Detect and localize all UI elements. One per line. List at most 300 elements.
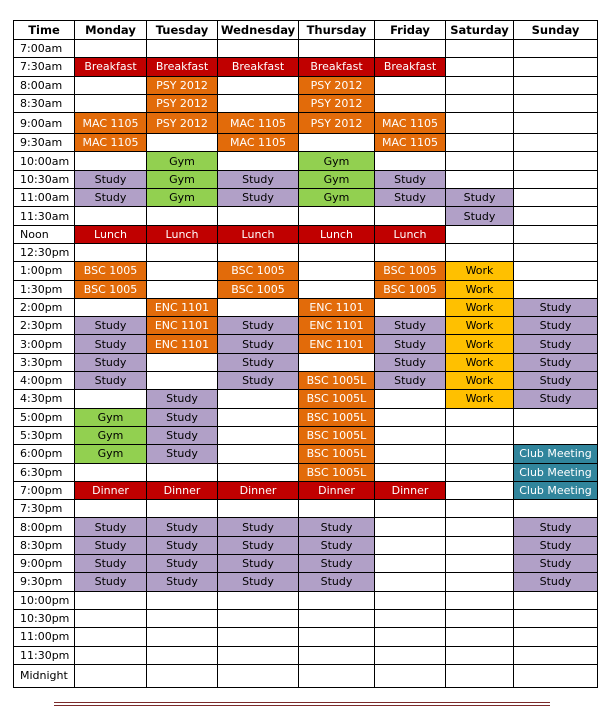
wednesday-event-cell: Study: [218, 353, 299, 371]
tuesday-event-cell: ENC 1101: [147, 298, 218, 316]
table-row: [14, 262, 598, 280]
saturday-empty-cell: [446, 170, 514, 188]
sunday-event-cell: Study: [514, 372, 598, 390]
header-row: [14, 21, 598, 40]
time-slot-label: 5:30pm: [14, 426, 75, 444]
sunday-event-cell: Study: [514, 390, 598, 408]
wednesday-empty-cell: [218, 500, 299, 518]
friday-empty-cell: [375, 40, 446, 58]
thursday-event-cell: Gym: [299, 152, 375, 170]
friday-empty-cell: [375, 609, 446, 627]
thursday-event-cell: BSC 1005L: [299, 408, 375, 426]
table-row: [14, 40, 598, 58]
tuesday-empty-cell: [147, 243, 218, 261]
thursday-event-cell: PSY 2012: [299, 94, 375, 112]
table-row: [14, 298, 598, 316]
sunday-event-cell: Study: [514, 518, 598, 536]
wednesday-empty-cell: [218, 40, 299, 58]
tuesday-empty-cell: [147, 134, 218, 152]
saturday-event-cell: Study: [446, 207, 514, 225]
time-slot-label: 2:30pm: [14, 317, 75, 335]
friday-empty-cell: [375, 500, 446, 518]
time-slot-label: 4:00pm: [14, 372, 75, 390]
footer-rule-bottom: [54, 705, 550, 706]
time-slot-label: 4:30pm: [14, 390, 75, 408]
thursday-event-cell: Gym: [299, 189, 375, 207]
saturday-empty-cell: [446, 518, 514, 536]
tuesday-event-cell: Study: [147, 536, 218, 554]
friday-event-cell: Study: [375, 317, 446, 335]
thursday-empty-cell: [299, 243, 375, 261]
time-slot-label: 8:30am: [14, 94, 75, 112]
thursday-event-cell: Study: [299, 518, 375, 536]
monday-empty-cell: [75, 609, 147, 627]
time-slot-label: 12:30pm: [14, 243, 75, 261]
thursday-event-cell: BSC 1005L: [299, 372, 375, 390]
sunday-empty-cell: [514, 134, 598, 152]
table-row: [14, 189, 598, 207]
tuesday-event-cell: PSY 2012: [147, 94, 218, 112]
wednesday-event-cell: Study: [218, 573, 299, 591]
sunday-empty-cell: [514, 243, 598, 261]
friday-event-cell: Study: [375, 335, 446, 353]
wednesday-empty-cell: [218, 463, 299, 481]
header-saturday: Saturday: [446, 21, 514, 40]
time-slot-label: 10:30am: [14, 170, 75, 188]
wednesday-event-cell: BSC 1005: [218, 280, 299, 298]
tuesday-empty-cell: [147, 628, 218, 646]
wednesday-empty-cell: [218, 207, 299, 225]
monday-event-cell: Study: [75, 573, 147, 591]
thursday-empty-cell: [299, 628, 375, 646]
tuesday-event-cell: Gym: [147, 189, 218, 207]
sunday-empty-cell: [514, 170, 598, 188]
friday-event-cell: Study: [375, 189, 446, 207]
time-slot-label: 6:30pm: [14, 463, 75, 481]
monday-empty-cell: [75, 94, 147, 112]
sunday-event-cell: Study: [514, 335, 598, 353]
monday-event-cell: Study: [75, 335, 147, 353]
friday-empty-cell: [375, 463, 446, 481]
saturday-empty-cell: [446, 463, 514, 481]
saturday-empty-cell: [446, 58, 514, 76]
tuesday-event-cell: Study: [147, 390, 218, 408]
table-row: [14, 353, 598, 371]
tuesday-event-cell: PSY 2012: [147, 113, 218, 134]
thursday-event-cell: Gym: [299, 170, 375, 188]
monday-empty-cell: [75, 664, 147, 687]
table-row: [14, 94, 598, 112]
time-slot-label: 10:00am: [14, 152, 75, 170]
header-time: Time: [14, 21, 75, 40]
saturday-empty-cell: [446, 408, 514, 426]
monday-empty-cell: [75, 76, 147, 94]
tuesday-empty-cell: [147, 500, 218, 518]
thursday-empty-cell: [299, 280, 375, 298]
table-row: [14, 152, 598, 170]
thursday-event-cell: Breakfast: [299, 58, 375, 76]
time-slot-label: 3:00pm: [14, 335, 75, 353]
time-slot-label: Midnight: [14, 664, 75, 687]
friday-empty-cell: [375, 408, 446, 426]
wednesday-empty-cell: [218, 646, 299, 664]
saturday-empty-cell: [446, 628, 514, 646]
wednesday-event-cell: Study: [218, 189, 299, 207]
table-row: [14, 134, 598, 152]
time-slot-label: 9:30pm: [14, 573, 75, 591]
monday-empty-cell: [75, 500, 147, 518]
thursday-empty-cell: [299, 207, 375, 225]
thursday-empty-cell: [299, 664, 375, 687]
time-slot-label: 8:00pm: [14, 518, 75, 536]
friday-empty-cell: [375, 426, 446, 444]
header-tuesday: Tuesday: [147, 21, 218, 40]
tuesday-empty-cell: [147, 353, 218, 371]
table-row: [14, 170, 598, 188]
friday-event-cell: BSC 1005: [375, 280, 446, 298]
wednesday-event-cell: Study: [218, 317, 299, 335]
sunday-empty-cell: [514, 262, 598, 280]
wednesday-empty-cell: [218, 243, 299, 261]
time-slot-label: 6:00pm: [14, 445, 75, 463]
tuesday-event-cell: PSY 2012: [147, 76, 218, 94]
header-sunday: Sunday: [514, 21, 598, 40]
tuesday-empty-cell: [147, 262, 218, 280]
tuesday-event-cell: Dinner: [147, 481, 218, 499]
friday-empty-cell: [375, 628, 446, 646]
saturday-event-cell: Work: [446, 372, 514, 390]
table-row: [14, 426, 598, 444]
time-slot-label: 1:30pm: [14, 280, 75, 298]
monday-event-cell: Lunch: [75, 225, 147, 243]
tuesday-empty-cell: [147, 280, 218, 298]
table-row: [14, 573, 598, 591]
thursday-empty-cell: [299, 500, 375, 518]
monday-event-cell: Study: [75, 555, 147, 573]
table-row: [14, 536, 598, 554]
saturday-event-cell: Work: [446, 262, 514, 280]
time-slot-label: 5:00pm: [14, 408, 75, 426]
tuesday-event-cell: Study: [147, 518, 218, 536]
sunday-empty-cell: [514, 189, 598, 207]
friday-empty-cell: [375, 518, 446, 536]
time-slot-label: 11:30am: [14, 207, 75, 225]
table-row: [14, 628, 598, 646]
sunday-empty-cell: [514, 58, 598, 76]
friday-empty-cell: [375, 555, 446, 573]
table-row: [14, 555, 598, 573]
sunday-event-cell: Study: [514, 555, 598, 573]
saturday-event-cell: Work: [446, 280, 514, 298]
wednesday-empty-cell: [218, 76, 299, 94]
wednesday-empty-cell: [218, 390, 299, 408]
sunday-event-cell: Study: [514, 317, 598, 335]
sunday-empty-cell: [514, 280, 598, 298]
saturday-empty-cell: [446, 134, 514, 152]
table-row: [14, 664, 598, 687]
wednesday-event-cell: Study: [218, 555, 299, 573]
time-slot-label: 10:30pm: [14, 609, 75, 627]
tuesday-event-cell: Study: [147, 408, 218, 426]
saturday-empty-cell: [446, 243, 514, 261]
friday-event-cell: Study: [375, 372, 446, 390]
monday-empty-cell: [75, 152, 147, 170]
saturday-empty-cell: [446, 113, 514, 134]
wednesday-empty-cell: [218, 445, 299, 463]
time-slot-label: 3:30pm: [14, 353, 75, 371]
thursday-event-cell: BSC 1005L: [299, 445, 375, 463]
monday-event-cell: Gym: [75, 445, 147, 463]
monday-event-cell: BSC 1005: [75, 280, 147, 298]
header-thursday: Thursday: [299, 21, 375, 40]
thursday-event-cell: Lunch: [299, 225, 375, 243]
sunday-event-cell: Study: [514, 573, 598, 591]
sunday-event-cell: Club Meeting: [514, 463, 598, 481]
friday-empty-cell: [375, 646, 446, 664]
sunday-empty-cell: [514, 664, 598, 687]
saturday-empty-cell: [446, 573, 514, 591]
friday-event-cell: Study: [375, 353, 446, 371]
time-slot-label: 7:00am: [14, 40, 75, 58]
sunday-empty-cell: [514, 225, 598, 243]
tuesday-event-cell: ENC 1101: [147, 317, 218, 335]
saturday-empty-cell: [446, 76, 514, 94]
sunday-empty-cell: [514, 609, 598, 627]
sunday-event-cell: Study: [514, 353, 598, 371]
sunday-empty-cell: [514, 207, 598, 225]
table-row: [14, 243, 598, 261]
footer-rule-top: [54, 702, 550, 703]
wednesday-empty-cell: [218, 298, 299, 316]
tuesday-empty-cell: [147, 207, 218, 225]
wednesday-event-cell: Study: [218, 335, 299, 353]
sunday-event-cell: Club Meeting: [514, 445, 598, 463]
time-slot-label: 8:30pm: [14, 536, 75, 554]
monday-empty-cell: [75, 591, 147, 609]
saturday-event-cell: Work: [446, 390, 514, 408]
wednesday-event-cell: BSC 1005: [218, 262, 299, 280]
tuesday-empty-cell: [147, 372, 218, 390]
saturday-empty-cell: [446, 536, 514, 554]
monday-empty-cell: [75, 207, 147, 225]
tuesday-empty-cell: [147, 664, 218, 687]
friday-empty-cell: [375, 664, 446, 687]
wednesday-empty-cell: [218, 664, 299, 687]
monday-event-cell: Study: [75, 536, 147, 554]
friday-empty-cell: [375, 243, 446, 261]
tuesday-event-cell: Lunch: [147, 225, 218, 243]
time-slot-label: 8:00am: [14, 76, 75, 94]
thursday-event-cell: PSY 2012: [299, 113, 375, 134]
monday-empty-cell: [75, 646, 147, 664]
sunday-empty-cell: [514, 76, 598, 94]
table-row: [14, 390, 598, 408]
table-row: [14, 76, 598, 94]
friday-event-cell: MAC 1105: [375, 134, 446, 152]
thursday-empty-cell: [299, 609, 375, 627]
table-row: [14, 225, 598, 243]
wednesday-event-cell: MAC 1105: [218, 134, 299, 152]
wednesday-empty-cell: [218, 426, 299, 444]
monday-event-cell: Study: [75, 189, 147, 207]
table-row: [14, 518, 598, 536]
table-row: [14, 609, 598, 627]
saturday-empty-cell: [446, 664, 514, 687]
monday-event-cell: Dinner: [75, 481, 147, 499]
sunday-empty-cell: [514, 113, 598, 134]
friday-empty-cell: [375, 152, 446, 170]
table-row: [14, 280, 598, 298]
thursday-event-cell: ENC 1101: [299, 335, 375, 353]
table-row: [14, 113, 598, 134]
saturday-empty-cell: [446, 225, 514, 243]
sunday-event-cell: Club Meeting: [514, 481, 598, 499]
sunday-empty-cell: [514, 646, 598, 664]
friday-empty-cell: [375, 76, 446, 94]
thursday-empty-cell: [299, 134, 375, 152]
monday-empty-cell: [75, 298, 147, 316]
thursday-empty-cell: [299, 353, 375, 371]
monday-event-cell: Study: [75, 317, 147, 335]
wednesday-empty-cell: [218, 152, 299, 170]
schedule-body: [14, 40, 598, 688]
tuesday-event-cell: Study: [147, 555, 218, 573]
table-row: [14, 445, 598, 463]
monday-event-cell: Gym: [75, 408, 147, 426]
time-slot-label: 11:00pm: [14, 628, 75, 646]
saturday-event-cell: Work: [446, 353, 514, 371]
tuesday-event-cell: ENC 1101: [147, 335, 218, 353]
time-slot-label: 11:00am: [14, 189, 75, 207]
monday-event-cell: Study: [75, 372, 147, 390]
saturday-empty-cell: [446, 40, 514, 58]
sunday-empty-cell: [514, 591, 598, 609]
friday-empty-cell: [375, 573, 446, 591]
monday-empty-cell: [75, 243, 147, 261]
friday-event-cell: BSC 1005: [375, 262, 446, 280]
wednesday-empty-cell: [218, 94, 299, 112]
thursday-empty-cell: [299, 40, 375, 58]
sunday-empty-cell: [514, 500, 598, 518]
monday-event-cell: Study: [75, 518, 147, 536]
sunday-empty-cell: [514, 426, 598, 444]
saturday-event-cell: Work: [446, 335, 514, 353]
time-slot-label: 10:00pm: [14, 591, 75, 609]
table-row: [14, 500, 598, 518]
table-row: [14, 591, 598, 609]
saturday-empty-cell: [446, 609, 514, 627]
wednesday-empty-cell: [218, 628, 299, 646]
saturday-empty-cell: [446, 591, 514, 609]
thursday-event-cell: BSC 1005L: [299, 463, 375, 481]
tuesday-event-cell: Gym: [147, 152, 218, 170]
tuesday-empty-cell: [147, 646, 218, 664]
monday-event-cell: MAC 1105: [75, 113, 147, 134]
saturday-empty-cell: [446, 481, 514, 499]
friday-empty-cell: [375, 445, 446, 463]
sunday-empty-cell: [514, 152, 598, 170]
thursday-empty-cell: [299, 262, 375, 280]
thursday-empty-cell: [299, 591, 375, 609]
monday-event-cell: Study: [75, 170, 147, 188]
thursday-event-cell: PSY 2012: [299, 76, 375, 94]
tuesday-empty-cell: [147, 463, 218, 481]
time-slot-label: 11:30pm: [14, 646, 75, 664]
header-wednesday: Wednesday: [218, 21, 299, 40]
friday-empty-cell: [375, 591, 446, 609]
sunday-event-cell: Study: [514, 536, 598, 554]
time-slot-label: 7:00pm: [14, 481, 75, 499]
saturday-empty-cell: [446, 500, 514, 518]
wednesday-event-cell: Study: [218, 518, 299, 536]
wednesday-empty-cell: [218, 408, 299, 426]
friday-empty-cell: [375, 536, 446, 554]
saturday-empty-cell: [446, 152, 514, 170]
time-slot-label: 7:30am: [14, 58, 75, 76]
tuesday-empty-cell: [147, 591, 218, 609]
wednesday-event-cell: Study: [218, 372, 299, 390]
saturday-empty-cell: [446, 426, 514, 444]
tuesday-event-cell: Study: [147, 573, 218, 591]
sunday-empty-cell: [514, 628, 598, 646]
time-slot-label: Noon: [14, 225, 75, 243]
saturday-event-cell: Work: [446, 298, 514, 316]
wednesday-event-cell: MAC 1105: [218, 113, 299, 134]
friday-event-cell: MAC 1105: [375, 113, 446, 134]
tuesday-event-cell: Study: [147, 445, 218, 463]
tuesday-event-cell: Gym: [147, 170, 218, 188]
time-slot-label: 2:00pm: [14, 298, 75, 316]
wednesday-event-cell: Lunch: [218, 225, 299, 243]
thursday-event-cell: Study: [299, 573, 375, 591]
monday-event-cell: BSC 1005: [75, 262, 147, 280]
table-row: [14, 335, 598, 353]
table-row: [14, 317, 598, 335]
tuesday-event-cell: Study: [147, 426, 218, 444]
thursday-event-cell: Study: [299, 536, 375, 554]
table-row: [14, 408, 598, 426]
friday-empty-cell: [375, 207, 446, 225]
friday-empty-cell: [375, 298, 446, 316]
wednesday-empty-cell: [218, 609, 299, 627]
wednesday-event-cell: Dinner: [218, 481, 299, 499]
tuesday-empty-cell: [147, 40, 218, 58]
friday-event-cell: Breakfast: [375, 58, 446, 76]
saturday-empty-cell: [446, 555, 514, 573]
sunday-empty-cell: [514, 40, 598, 58]
thursday-event-cell: BSC 1005L: [299, 426, 375, 444]
saturday-event-cell: Work: [446, 317, 514, 335]
thursday-event-cell: BSC 1005L: [299, 390, 375, 408]
monday-event-cell: Study: [75, 353, 147, 371]
saturday-empty-cell: [446, 94, 514, 112]
time-slot-label: 9:30am: [14, 134, 75, 152]
thursday-event-cell: Dinner: [299, 481, 375, 499]
table-row: [14, 646, 598, 664]
wednesday-event-cell: Breakfast: [218, 58, 299, 76]
time-slot-label: 9:00pm: [14, 555, 75, 573]
time-slot-label: 9:00am: [14, 113, 75, 134]
monday-event-cell: Gym: [75, 426, 147, 444]
thursday-event-cell: ENC 1101: [299, 317, 375, 335]
wednesday-event-cell: Study: [218, 536, 299, 554]
wednesday-event-cell: Study: [218, 170, 299, 188]
friday-empty-cell: [375, 390, 446, 408]
table-row: [14, 207, 598, 225]
tuesday-event-cell: Breakfast: [147, 58, 218, 76]
monday-empty-cell: [75, 390, 147, 408]
header-monday: Monday: [75, 21, 147, 40]
